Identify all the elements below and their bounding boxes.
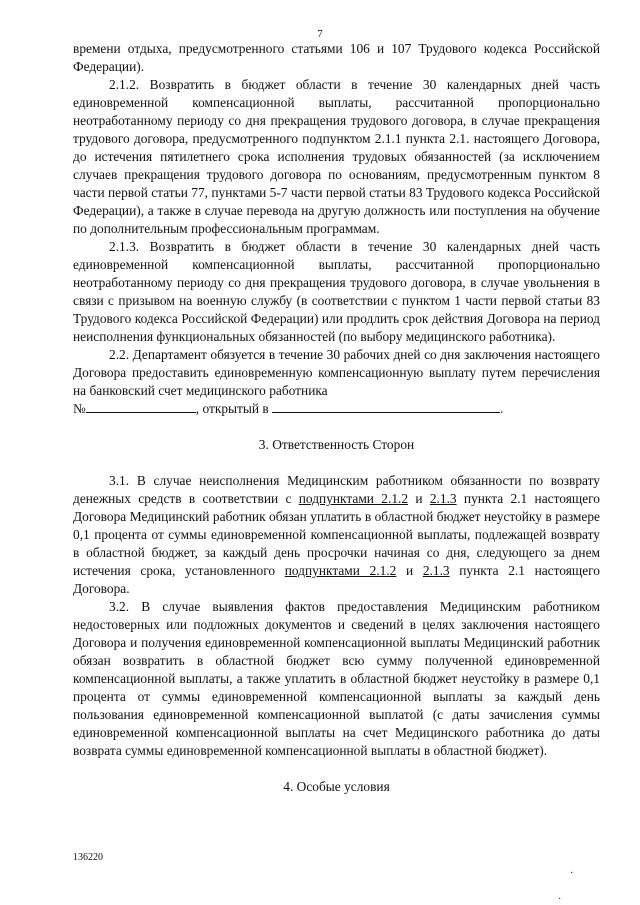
bank-name-blank <box>272 400 500 413</box>
account-number-blank <box>86 400 196 413</box>
footer-document-code: 136220 <box>73 852 103 863</box>
paragraph-3-1 <box>73 472 600 598</box>
link-subclause-2-1-3-second[interactable]: 2.1.3 <box>422 563 450 578</box>
section-3-heading: 3. Ответственность Сторон <box>258 437 415 452</box>
scan-mark: · <box>570 868 574 879</box>
document-body <box>73 40 600 796</box>
conjunction-second: и <box>396 563 423 578</box>
link-subclause-2-1-3[interactable]: 2.1.3 <box>429 491 457 506</box>
paragraph-continuation: времени отдыха, предусмотренного статьями 106 и 107 Трудового кодекса Российской Федерации). <box>73 41 600 74</box>
paragraph-2-2-text: 2.2. Департамент обязуется в течение 30 рабочих дней со дня заключения настоящего Договора предоставить единовременную компенсационную выплату путем перечисления на банковский счет медицинского работника <box>73 347 600 398</box>
scan-mark-bottom: · <box>558 894 562 905</box>
account-number-sign: № <box>73 401 86 416</box>
paragraph-3-1-part3: пункта 2.1 настоящего Договора. <box>73 563 601 596</box>
paragraph-2-2 <box>73 346 600 418</box>
paragraph-3-2: 3.2. В случае выявления фактов предоставления Медицинским работником недостоверных или подложных документов и сведений в целях заключения настоящего Договора и получения единовременной компенсационной выплаты Медицинский работник обязан возвратить в областной бюджет всю сумму полученной единовременной компенсационной выплаты, а также уплатить в областной бюджет неустойку в размере 0,1 процента от суммы единовременной компенсационной выплаты за каждый день пользования единовременной компенсационной выплатой (с даты зачисления суммы единовременной компенсационной выплаты на счет Медицинского работника до даты возврата суммы единовременной компенсационной выплаты в областной бюджет). <box>73 599 600 758</box>
link-subclauses-2-1-2[interactable]: подпунктами 2.1.2 <box>298 491 409 506</box>
section-4-heading: 4. Особые условия <box>283 779 390 794</box>
paragraph-2-2-end: . <box>500 401 504 416</box>
paragraph-2-1-3: 2.1.3. Возвратить в бюджет области в течение 30 календарных дней часть единовременной компенсационной выплаты, рассчитанной пропорционально неотработанному периоду со дня прекращения трудового договора, в случае увольнения в связи с призывом на военную службу (в соответствии с пунктом 1 части первой статьи 83 Трудового кодекса Российской Федерации) или продлить срок действия Договора на период неисполнения функциональных обязанностей (по выбору медицинского работника). <box>73 239 600 344</box>
paragraph-3-1-part2: пункта 2.1 настоящего Договора Медицинский работник обязан уплатить в областной бюджет неустойку в размере 0,1 процента от суммы единовременной компенсационной выплаты, подлежащей возврату в областной бюджет, за каждый день просрочки начиная со дня, следующего за днем истечения срока, установленного <box>73 491 600 578</box>
paragraph-3-1-part1: 3.1. В случае неисполнения Медицинским работником обязанности по возврату денежных средств в соответствии с <box>73 473 600 506</box>
paragraph-2-1-2: 2.1.2. Возвратить в бюджет области в течение 30 календарных дней часть единовременной компенсационной выплаты, рассчитанной пропорционально неотработанному периоду со дня прекращения трудового договора, в случае прекращения трудового договора, предусмотренного подпунктом 2.1.1 пункта 2.1. настоящего Договора, до истечения пятилетнего срока исполнения трудовых обязанностей (за исключением случаев прекращения трудового договора по основаниям, предусмотренным пунктом 8 части первой статьи 77, пунктами 5-7 части первой статьи 83 Трудового кодекса Российской Федерации), а также в случае перевода на другую должность или поступления на обучение по дополнительным профессиональным программам. <box>73 77 600 236</box>
link-subclauses-2-1-2-second[interactable]: подпунктами 2.1.2 <box>284 563 397 578</box>
page-number: 7 <box>317 28 323 40</box>
opened-in-label: , открытый в <box>195 401 269 416</box>
conjunction: и <box>408 491 430 506</box>
